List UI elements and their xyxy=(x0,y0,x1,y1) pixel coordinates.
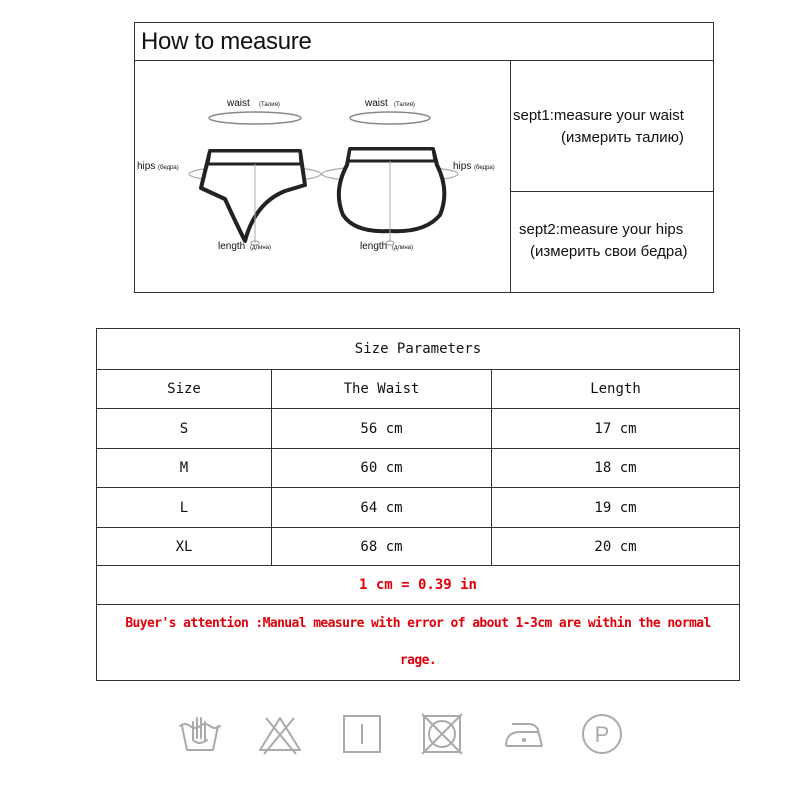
low-iron-icon xyxy=(498,710,546,758)
length-cell: 19 cm xyxy=(594,499,637,516)
underwear-diagram xyxy=(135,61,511,293)
conversion-row xyxy=(97,566,739,605)
measure-title: How to measure xyxy=(135,23,713,61)
length-label-left: length xyxy=(218,241,246,252)
do-not-bleach-icon xyxy=(256,710,304,758)
length-ru-right: (длина) xyxy=(392,245,413,251)
attention-line2: rage. xyxy=(399,653,437,668)
how-to-measure-panel xyxy=(134,22,714,293)
waist-cell: 60 cm xyxy=(272,449,492,487)
attention-row xyxy=(97,605,739,680)
hips-label-right: hips xyxy=(453,161,472,172)
table-row xyxy=(97,528,739,566)
table-title-row xyxy=(97,329,739,370)
table-row xyxy=(97,488,739,528)
length-ru-left: (длина) xyxy=(250,245,271,251)
waist-label-left: waist xyxy=(227,98,250,109)
step2-cell xyxy=(511,192,714,293)
step1-ru-text: (измерить талию) xyxy=(561,129,684,146)
measure-illustration xyxy=(135,61,511,293)
step2-text: sept2:measure your hips xyxy=(519,221,684,238)
waist-cell: 64 cm xyxy=(272,488,492,527)
buyer-attention-note xyxy=(97,605,739,679)
table-header-row xyxy=(97,370,739,409)
waist-cell: 56 cm xyxy=(272,409,492,448)
size-cell: M xyxy=(97,449,272,487)
front-brief-icon xyxy=(189,112,321,245)
step1-cell xyxy=(511,61,714,192)
length-cell: 20 cm xyxy=(594,538,637,555)
waist-label-right: waist xyxy=(365,98,388,109)
length-cell: 17 cm xyxy=(594,420,637,437)
size-cell: XL xyxy=(97,528,272,565)
waist-ru-right: (Талия) xyxy=(394,102,415,108)
do-not-tumble-dry-icon xyxy=(418,710,466,758)
size-cell: L xyxy=(97,488,272,527)
size-parameters-table xyxy=(96,328,740,681)
waist-cell: 68 cm xyxy=(272,528,492,565)
hang-dry-icon xyxy=(338,710,386,758)
length-cell: 18 cm xyxy=(594,460,637,476)
conversion-note: 1 cm = 0.39 in xyxy=(358,577,477,593)
step2-ru-text: (измерить свои бедра) xyxy=(530,243,688,260)
header-length: Length xyxy=(590,381,641,397)
hips-label-left: hips xyxy=(137,161,156,172)
header-size: Size xyxy=(97,370,272,408)
table-title: Size Parameters xyxy=(354,341,482,357)
hips-ru-right: (бедра) xyxy=(474,165,495,171)
waist-ru-left: (Талия) xyxy=(259,102,280,108)
hips-ru-left: (бедра) xyxy=(158,165,179,171)
table-row xyxy=(97,449,739,488)
attention-line1: Buyer's attention :Manual measure with error of about 1-3cm are within the normal xyxy=(125,616,711,631)
header-waist: The Waist xyxy=(272,370,492,408)
hand-wash-icon xyxy=(176,710,224,758)
length-label-right: length xyxy=(360,241,388,252)
size-cell: S xyxy=(97,409,272,448)
professional-dry-clean-icon xyxy=(578,710,626,758)
back-brief-icon xyxy=(322,112,458,245)
table-row xyxy=(97,409,739,449)
step1-text: sept1:measure your waist xyxy=(513,107,684,124)
svg-text:P: P xyxy=(594,722,610,747)
